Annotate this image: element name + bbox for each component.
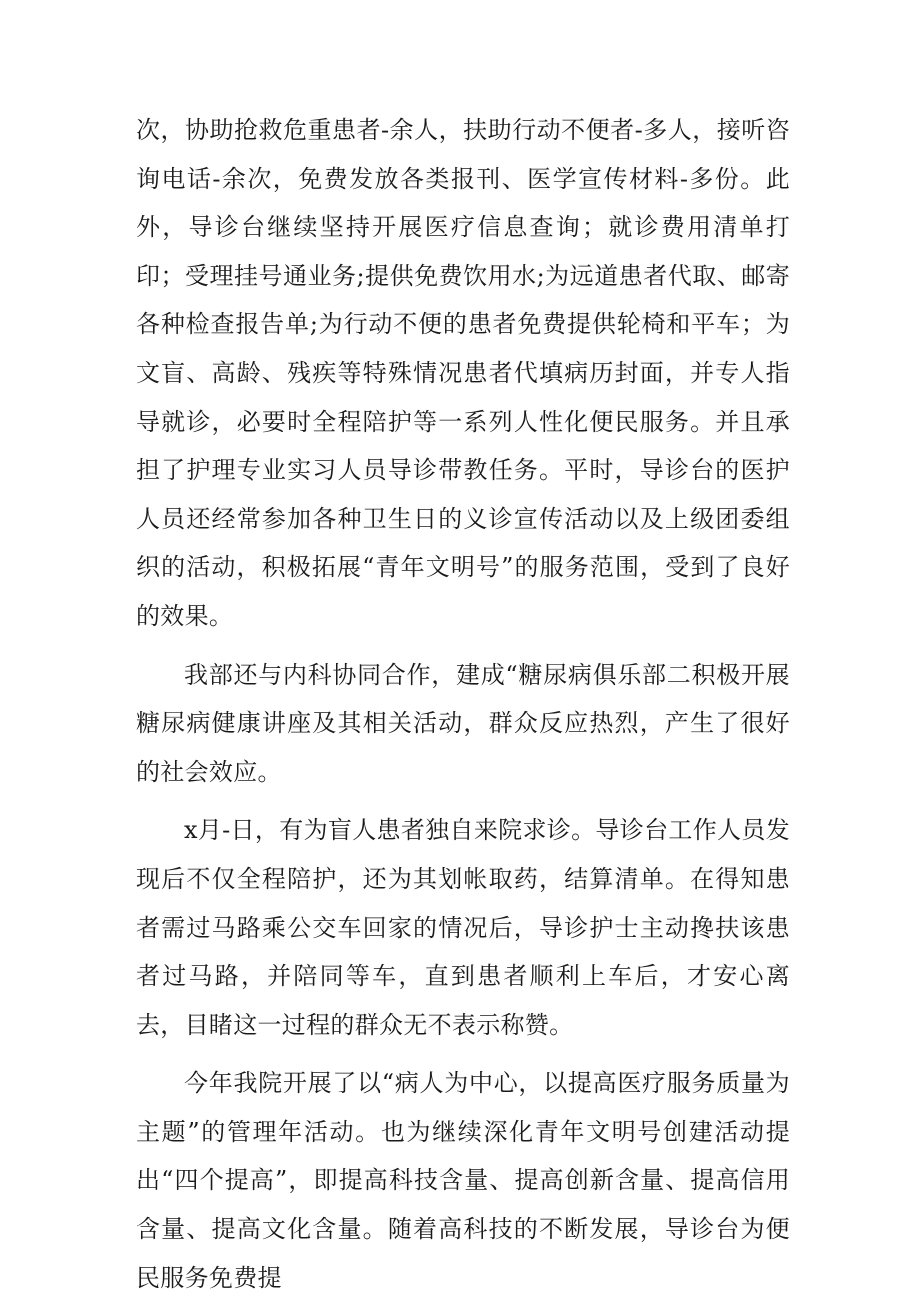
paragraph-3: x月-日，有为盲人患者独自来院求诊。导诊台工作人员发现后不仅全程陪护，还为其划帐取药，结算清单。在得知患者需过马路乘公交车回家的情况后，导诊护士主动搀扶该患者过马路，并陪同等车，直到患者顺利上车后，才安心离去，目睹这一过程的群众无不表示称赞。 xyxy=(136,816,790,1039)
paragraph-2: 我部还与内科协同合作，建成“糖尿病俱乐部二积极开展糖尿病健康讲座及其相关活动，群众反应热烈，产生了很好的社会效应。 xyxy=(136,660,790,786)
paragraph-1: 次，协助抢救危重患者-余人，扶助行动不便者-多人，接听咨询电话-余次，免费发放各类报刊、医学宣传材料-多份。此外，导诊台继续坚持开展医疗信息查询；就诊费用清单打印；受理挂号通业务;提供免费饮用水;为远道患者代取、邮寄各种检查报告单;为行动不便的患者免费提供轮椅和平车；为文盲、高龄、残疾等特殊情况患者代填病历封面，并专人指导就诊，必要时全程陪护等一系列人性化便民服务。并且承担了护理专业实习人员导诊带教任务。平时，导诊台的医护人员还经常参加各种卫生日的义诊宣传活动以及上级团委组织的活动，积极拓展“青年文明号”的服务范围，受到了良好的效果。 xyxy=(136,116,790,630)
paragraph-4: 今年我院开展了以“病人为中心，以提高医疗服务质量为主题”的管理年活动。也为继续深化青年文明号创建活动提出“四个提高”，即提高科技含量、提高创新含量、提高信用含量、提高文化含量。随着高科技的不断发展，导诊台为便民服务免费提 xyxy=(136,1069,790,1292)
document-body xyxy=(136,106,790,1302)
